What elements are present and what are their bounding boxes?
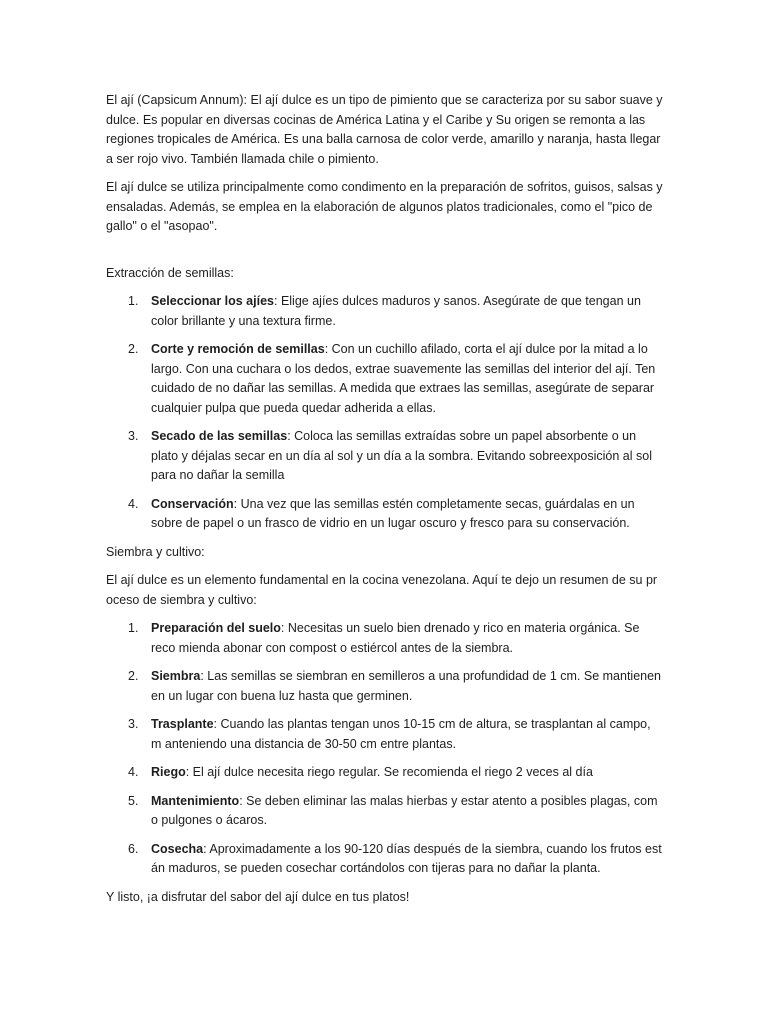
intro-paragraph-2: El ají dulce se utiliza principalmente como condimento en la preparación de sofritos, guisos, salsas y ensaladas. Además, se emplea en la elaboración de algunos platos tradicionales, como el "pico de gallo" o el "asopao". bbox=[106, 180, 663, 233]
extraction-heading: Extracción de semillas: bbox=[106, 265, 234, 280]
list-number: 1. bbox=[128, 294, 139, 308]
list-item-term: Siembra bbox=[151, 669, 201, 683]
list-item bbox=[106, 715, 664, 754]
list-item bbox=[106, 619, 664, 658]
list-number: 2. bbox=[128, 669, 139, 683]
list-item-text: : Se deben eliminar las malas hierbas y estar atento a posibles plagas, com o pulgones o ácaros. bbox=[151, 793, 658, 827]
extraction-list bbox=[106, 292, 664, 534]
cultivation-heading: Siembra y cultivo: bbox=[106, 544, 205, 559]
list-item bbox=[106, 840, 664, 879]
list-item bbox=[106, 340, 664, 418]
list-item-text: : Elige ajíes dulces maduros y sanos. Asegúrate de que tengan un color brillante y una textura firme. bbox=[151, 294, 641, 328]
list-item-term: Riego bbox=[151, 765, 186, 779]
cultivation-intro: El ají dulce es un elemento fundamental en la cocina venezolana. Aquí te dejo un resumen de su pr oceso de siembra y cultivo: bbox=[106, 573, 658, 607]
list-item-term: Cosecha bbox=[151, 841, 204, 856]
list-item-term: Trasplante bbox=[151, 717, 214, 731]
list-item bbox=[106, 763, 664, 783]
list-item-term: Mantenimiento bbox=[151, 793, 240, 808]
list-item bbox=[106, 292, 664, 331]
list-number: 2. bbox=[128, 342, 139, 356]
list-number: 3. bbox=[128, 429, 139, 443]
list-item bbox=[106, 427, 664, 486]
list-number: 6. bbox=[128, 841, 139, 856]
intro-paragraph-1: El ají (Capsicum Annum): El ají dulce es un tipo de pimiento que se caracteriza por su sabor suave y dulce. Es popular en diversas cocinas de América Latina y el Caribe y Su origen se remonta a las regiones tropicales de América. Es una balla carnosa de color verde, amarillo y naranja, hasta llegar a ser rojo vivo. También llamada chile o pimiento. bbox=[106, 93, 663, 166]
list-item-term: Conservación bbox=[151, 496, 234, 511]
list-number: 5. bbox=[128, 793, 139, 808]
list-item-text: : Con un cuchillo afilado, corta el ají dulce por la mitad a lo largo. Con una cuchara o los dedos, extrae suavemente las semillas del interior del ají. Ten cuidado de no dañar las semillas. A medida que extraes las semillas, asegúrate de separar cualquier pulpa que pueda quedar adherida a ellas. bbox=[151, 342, 656, 415]
list-item-text: : Aproximadamente a los 90-120 días después de la siembra, cuando los frutos est án maduros, se pueden cosechar cortándolos con tijeras para no dañar la planta. bbox=[151, 841, 662, 875]
list-number: 4. bbox=[128, 765, 139, 779]
list-item-term: Preparación del suelo bbox=[151, 621, 281, 635]
list-item bbox=[106, 792, 664, 831]
list-number: 3. bbox=[128, 717, 139, 731]
list-item-text: : Cuando las plantas tengan unos 10-15 cm de altura, se trasplantan al campo, m anteniendo una distancia de 30-50 cm entre plantas. bbox=[151, 717, 651, 751]
list-item bbox=[106, 495, 664, 534]
list-number: 1. bbox=[128, 621, 139, 635]
list-item bbox=[106, 667, 664, 706]
list-item-term: Secado de las semillas bbox=[151, 429, 288, 443]
list-number: 4. bbox=[128, 496, 139, 511]
document-page bbox=[106, 91, 664, 916]
list-item-text: : Las semillas se siembran en semilleros a una profundidad de 1 cm. Se mantienen en un lugar con buena luz hasta que germinen. bbox=[151, 669, 662, 703]
list-item-text: : Necesitas un suelo bien drenado y rico en materia orgánica. Se reco mienda abonar con compost o estiércol antes de la siembra. bbox=[151, 621, 640, 655]
list-item-text: : Coloca las semillas extraídas sobre un papel absorbente o un plato y déjalas secar en un día al sol y un día a la sombra. Evitando sobreexposición al sol para no dañar la semilla bbox=[151, 429, 652, 482]
list-item-text: : El ají dulce necesita riego regular. Se recomienda el riego 2 veces al día bbox=[185, 765, 593, 779]
list-item-term: Corte y remoción de semillas bbox=[151, 342, 325, 356]
closing-paragraph: Y listo, ¡a disfrutar del sabor del ají dulce en tus platos! bbox=[106, 889, 410, 904]
cultivation-list bbox=[106, 619, 664, 879]
list-item-text: : Una vez que las semillas estén completamente secas, guárdalas en un sobre de papel o un frasco de vidrio en un lugar oscuro y fresco para su conservación. bbox=[151, 496, 635, 530]
list-item-term: Seleccionar los ajíes bbox=[151, 294, 274, 308]
